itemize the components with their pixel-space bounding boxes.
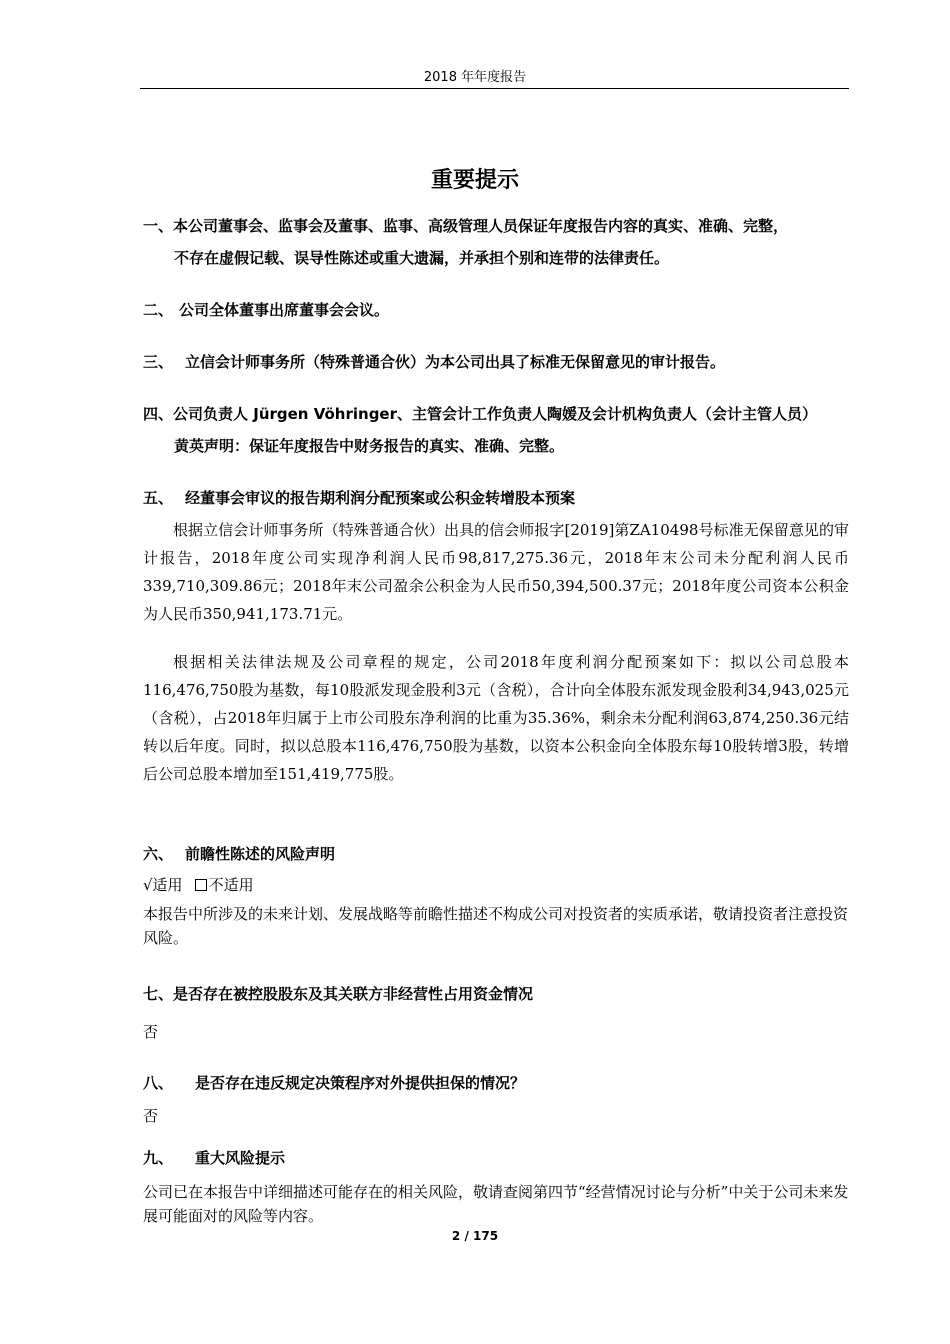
item-4-number: 四、: [143, 405, 174, 423]
section9-text: 公司已在本报告中详细描述可能存在的相关风险，敬请查阅第四节“经营情况讨论与分析”中关于公司未来发展可能面对的风险等内容。: [143, 1183, 849, 1225]
item-3-text: 立信会计师事务所（特殊普通合伙）为本公司出具了标准无保留意见的审计报告。: [185, 353, 726, 371]
section5-paragraph-2: 根据相关法律法规及公司章程的规定，公司2018年度利润分配预案如下：拟以公司总股本116,476,750股为基数，每10股派发现金股利3元（含税），合计向全体股东派发现金股利34,943,025元（含税），占2018年归属于上市公司股东净利润的比重为35.36%，剩余未分配利润63,874,250.36元结转以后年度。同时，拟以总股本116,476,750股为基数，以资本公积金向全体股东每10股转增3股，转增后公司总股本增加至151,419,775股。: [143, 653, 849, 783]
item-5-text: 经董事会审议的报告期利润分配预案或公积金转增股本预案: [185, 489, 576, 507]
page-title: 重要提示: [430, 168, 519, 193]
item-6-text: 前瞻性陈述的风险声明: [185, 845, 336, 863]
section6-text: 本报告中所涉及的未来计划、发展战略等前瞻性描述不构成公司对投资者的实质承诺，敬请投资者注意投资风险。: [143, 905, 849, 947]
applicable-option: √适用: [143, 876, 183, 894]
item-3: [143, 349, 849, 375]
page-number: 2 / 175: [451, 1229, 499, 1243]
item-6-number: 六、: [143, 845, 174, 863]
section5-paragraph-1: 根据立信会计师事务所（特殊普通合伙）出具的信会师报字[2019]第ZA10498号标准无保留意见的审计报告，2018年度公司实现净利润人民币98,817,275.36元，2018年末公司未分配利润人民币339,710,309.86元；2018年末公司盈余公积金为人民币50,394,500.37元；2018年度公司资本公积金为人民币350,941,173.71元。: [143, 521, 849, 623]
section8-answer: 否: [143, 1107, 159, 1125]
not-applicable-option: 不适用: [208, 876, 254, 894]
item-6: [143, 841, 849, 867]
applicability-options: [143, 873, 849, 897]
item-7-text: 是否存在被控股股东及其关联方非经营性占用资金情况: [173, 985, 534, 1003]
item-2: [143, 297, 849, 323]
item-5-number: 五、: [143, 489, 174, 507]
item-4-continuation: 黄英声明：保证年度报告中财务报告的真实、准确、完整。: [174, 437, 565, 455]
item-2-number: 二、: [143, 301, 174, 319]
not-applicable-checkbox: [195, 879, 207, 891]
item-4: [143, 401, 849, 427]
item-3-number: 三、: [143, 353, 174, 371]
item-1: [143, 213, 849, 239]
item-7-number: 七、: [143, 985, 174, 1003]
item-1-number: 一、: [143, 217, 174, 235]
item-8-text: 是否存在违反规定决策程序对外提供担保的情况？: [195, 1074, 526, 1092]
item-8-number: 八、: [143, 1074, 174, 1092]
header-rule: [140, 88, 849, 89]
item-1-continuation: 不存在虚假记载、误导性陈述或重大遗漏，并承担个别和连带的法律责任。: [174, 249, 670, 267]
item-2-text: 公司全体董事出席董事会会议。: [179, 301, 390, 319]
item-8: [143, 1070, 849, 1096]
item-5: [143, 485, 849, 511]
running-header: 2018 年年度报告: [423, 70, 527, 85]
item-4-text: 公司负责人 Jürgen Vöhringer、主管会计工作负责人陶媛及会计机构负责人（会计主管人员）: [173, 405, 818, 423]
section7-answer: 否: [143, 1023, 159, 1041]
item-9-text: 重大风险提示: [195, 1149, 286, 1167]
item-9-number: 九、: [143, 1149, 174, 1167]
item-7: [143, 981, 849, 1007]
item-9: [143, 1145, 849, 1171]
item-1-text: 本公司董事会、监事会及董事、监事、高级管理人员保证年度报告内容的真实、准确、完整，: [173, 217, 789, 235]
